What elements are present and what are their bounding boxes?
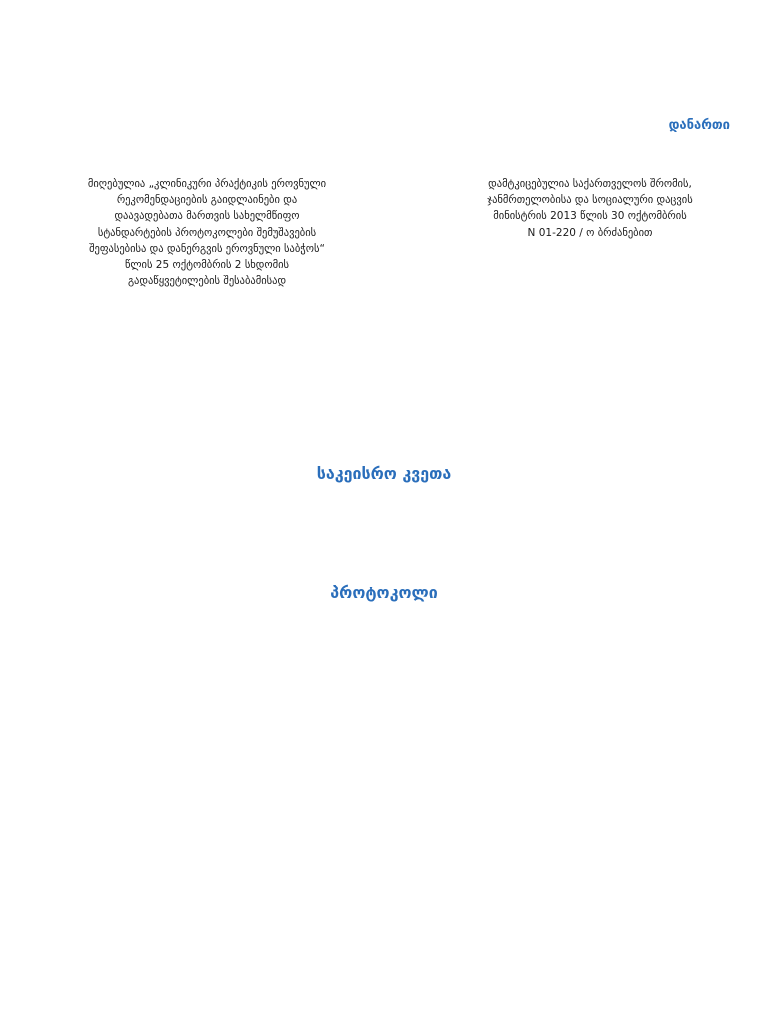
document-title: საკეისრო კვეთა xyxy=(316,464,452,483)
approval-note-line: N 01-220 / ო ბრძანებით xyxy=(527,226,653,239)
approval-note xyxy=(440,176,740,241)
document-subtitle: პროტოკოლი xyxy=(330,583,438,602)
adoption-note xyxy=(52,176,362,289)
adoption-note-line: წლის 25 ოქტომბრის 2 სხდომის xyxy=(124,259,290,272)
adoption-note-line: მიღებულია „კლინიკური პრაქტიკის ეროვნული xyxy=(87,178,327,190)
adoption-note-line: გადაწყვეტილების შესაბამისად xyxy=(127,275,287,288)
approval-note-line: დამტკიცებულია საქართველოს შრომის, xyxy=(488,178,692,190)
adoption-note-line: რეკომენდაციების გაიდლაინები და xyxy=(116,194,298,207)
approval-note-line: ჯანმრთელობისა და სოციალური დაცვის xyxy=(487,194,693,207)
adoption-note-line: შეფასებისა და დანერგვის ეროვნული საბჭოს“ xyxy=(89,242,325,255)
approval-note-line: მინისტრის 2013 წლის 30 ოქტომბრის xyxy=(493,210,687,223)
adoption-note-line: დაავადებათა მართვის სახელმწიფო xyxy=(114,210,300,223)
annex-label: დანართი xyxy=(668,118,730,133)
adoption-note-line: სტანდარტების პროტოკოლები შემუშავების xyxy=(97,226,317,239)
